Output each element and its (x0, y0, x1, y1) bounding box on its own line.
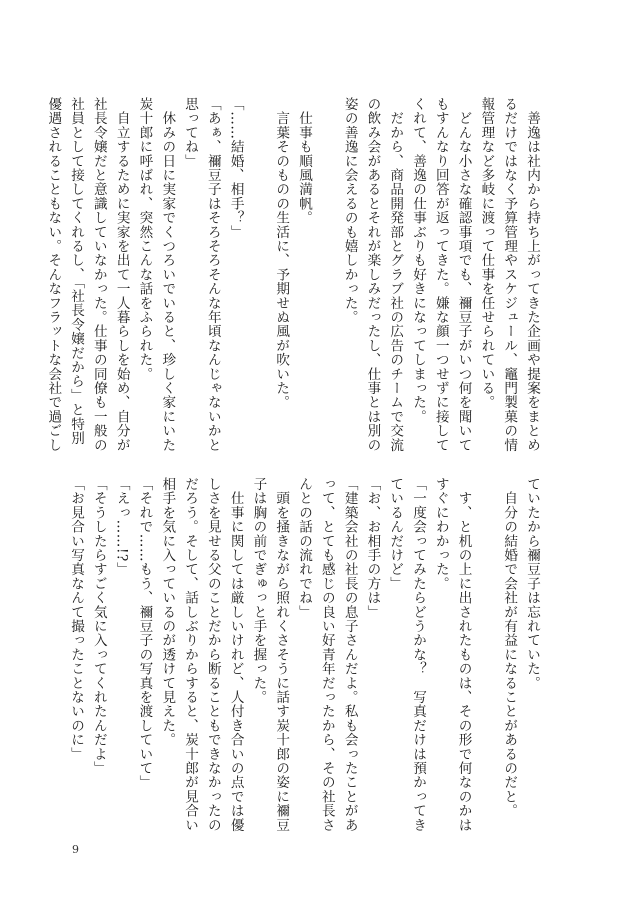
text-line: 「えっ……!?」 (113, 477, 130, 577)
text-line: しさを見せる父のことだから断ることもできなかったの (204, 477, 221, 832)
text-line: もすんなり回答が返ってきた。嫌な顔一つせずに接して (432, 97, 449, 452)
text-line: くれて、善逸の仕事ぶりも好きになってしまった。 (410, 97, 427, 424)
text-line: 優遇されることもない。そんなフラットな会社で過ごし (45, 97, 62, 452)
text-line: 社員として接してくれるし、「社長令嬢だから」と特別 (68, 97, 85, 446)
text-line: 「お、お相手の方は」 (364, 477, 381, 619)
text-line: ているんだけど」 (387, 477, 404, 591)
text-line: 相手を気に入っているのが透けて見えた。 (159, 477, 176, 747)
text-line: だろう。そして、話しぶりからすると、炭十郎が見合い (182, 477, 199, 832)
text-line: 「お見合い写真なんて撮ったことないのに」 (68, 477, 85, 761)
text-line: 姿の善逸に会えるのも嬉しかった。 (341, 97, 358, 325)
text-line: 仕事も順風満帆。 (296, 97, 313, 225)
lower-text-block (64, 477, 543, 832)
text-line: 「そうしたらすごく気に入ってくれたんだよ」 (90, 477, 107, 776)
text-line: 炭十郎に呼ばれ、突然こんな話をふられた。 (136, 97, 153, 381)
text-line: って、とても感じの良い好青年だったから、その社長さ (318, 477, 335, 832)
text-line: 「建築会社の社長の息子さんだよ。私も会ったことがあ (341, 477, 358, 832)
text-line: 思ってね」 (182, 97, 199, 168)
text-line: 「一度会ってみたらどうかな？ 写真だけは預かってき (410, 477, 427, 832)
text-line: 善逸は社内から持ち上がってきた企画や提案をまとめ (524, 97, 540, 452)
text-line: 「……結婚、相手？」 (227, 97, 244, 239)
text-line: るだけではなく予算管理やスケジュール、竈門製菓の情 (501, 97, 518, 452)
text-line: 休みの日に実家でくつろいでいると、珍しく家にいた (159, 97, 176, 452)
text-line: 「それで……もう、禰豆子の写真を渡していて」 (136, 477, 153, 790)
text-line: どんな小さな確認事項でも、禰豆子がいつ何を聞いて (455, 97, 472, 452)
text-line (315, 97, 338, 442)
text-line: ていたから禰豆子は忘れていた。 (524, 477, 540, 690)
upper-text-block (41, 97, 543, 452)
text-line: 社長令嬢だと意識していなかった。仕事の同僚も一般の (90, 97, 107, 452)
text-line (475, 477, 498, 822)
text-line: す、と机の上に出されたものは、その形で何なのかは (455, 477, 472, 832)
text-line: 頭を掻きながら照れくさそうに話す炭十郎の姿に禰豆 (273, 477, 290, 832)
text-line: 言葉そのものの生活に、予期せぬ風が吹いた。 (273, 97, 290, 410)
text-line: 「あぁ、禰豆子はそろそろそんな年頃なんじゃないかと (204, 97, 221, 452)
text-line: の飲み会があるとそれが楽しみだったし、仕事とは別の (364, 97, 381, 452)
text-line: 報管理など多岐に渡って仕事を任せられている。 (478, 97, 495, 410)
text-line: すぐにわかった。 (432, 477, 449, 591)
text-line: だから、商品開発部とグラブ社の広告のチームで交流 (387, 97, 404, 452)
text-line: 仕事に関しては厳しいけれど、人付き合いの点では優 (227, 477, 244, 832)
page-number: 9 (72, 843, 79, 856)
text-line: んとの話の流れでね」 (296, 477, 313, 619)
text-line: 自分の結婚で会社が有益になることがあるのだと。 (501, 477, 518, 818)
text-line: 自立するために実家を出て一人暮らしを始め、自分が (113, 97, 130, 452)
text-line: 子は胸の前でぎゅっと手を握った。 (250, 477, 267, 705)
text-line (247, 97, 270, 442)
